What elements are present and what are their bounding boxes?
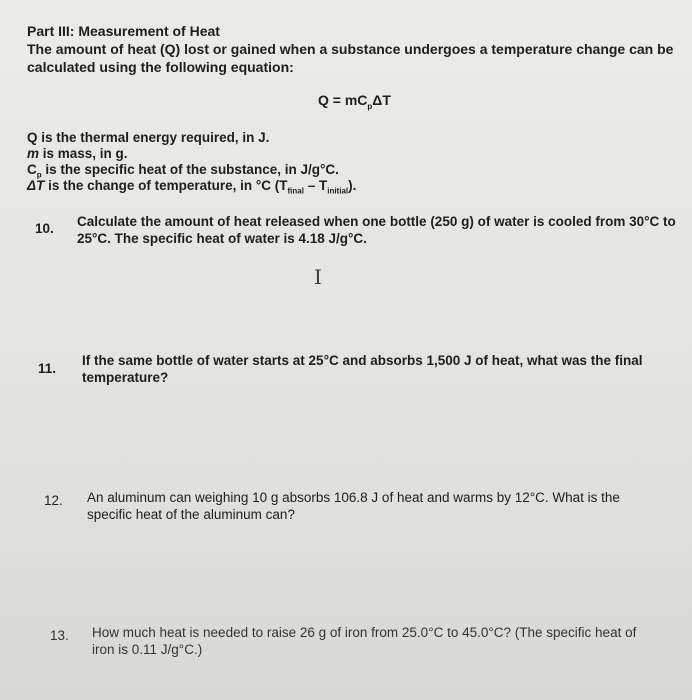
question-10-line-1: Calculate the amount of heat released when one bottle (250 g) of water is cooled from 30°C to [77,214,676,229]
question-11-line-2: temperature? [82,370,169,385]
text-cursor-icon: I [314,265,322,289]
cp-symbol: C [27,162,37,177]
intro-line-1: The amount of heat (Q) lost or gained when a substance undergoes a temperature change can be [27,41,674,57]
t-final-subscript: final [287,186,304,196]
delta-t-mid: – T [303,178,328,193]
question-11-text [82,352,682,386]
q-symbol: Q [27,130,38,145]
question-11-line-1: If the same bottle of water starts at 25°C and absorbs 1,500 J of heat, what was the final [82,353,643,368]
definition-m [27,146,356,162]
section-title: Part III: Measurement of Heat [27,23,220,39]
delta-t-symbol: ΔT [27,178,45,193]
question-13-number: 13. [50,628,69,643]
question-12-number: 12. [44,493,63,508]
question-10-line-2: 25°C. The specific heat of water is 4.18 J/g°C. [77,231,367,246]
cp-subscript: p [36,170,42,180]
intro-block [27,22,673,76]
question-10-number: 10. [35,221,54,236]
delta-t-text: is the change of temperature, in °C (T [44,178,288,193]
question-10-text [77,213,689,247]
equation-subscript: p [367,101,373,111]
question-11-number: 11. [38,361,57,376]
equation-tail: ΔT [372,92,391,108]
m-symbol: m [27,146,40,161]
equation-main: Q = mC [318,92,368,108]
variable-definitions [27,130,356,194]
question-12-text [87,489,677,523]
question-12-line-1: An aluminum can weighing 10 g absorbs 106.8 J of heat and warms by 12°C. What is the [87,490,620,505]
intro-line-2: calculated using the following equation: [27,59,294,75]
question-13-line-1: How much heat is needed to raise 26 g of iron from 25.0°C to 45.0°C? (The specific heat of [92,625,637,640]
delta-t-end: ). [348,178,357,193]
question-13-line-2: iron is 0.11 J/g°C.) [92,642,203,657]
definition-q [27,130,356,146]
heat-equation [318,92,391,109]
question-13-text [92,624,684,658]
m-text: is mass, in g. [39,146,128,161]
definition-delta-t [27,178,356,194]
question-12-line-2: specific heat of the aluminum can? [87,507,295,522]
cp-text: is the specific heat of the substance, in J/g°C. [41,162,339,177]
definition-cp [27,162,356,178]
t-initial-subscript: initial [327,186,349,196]
q-text: is the thermal energy required, in J. [37,130,270,145]
